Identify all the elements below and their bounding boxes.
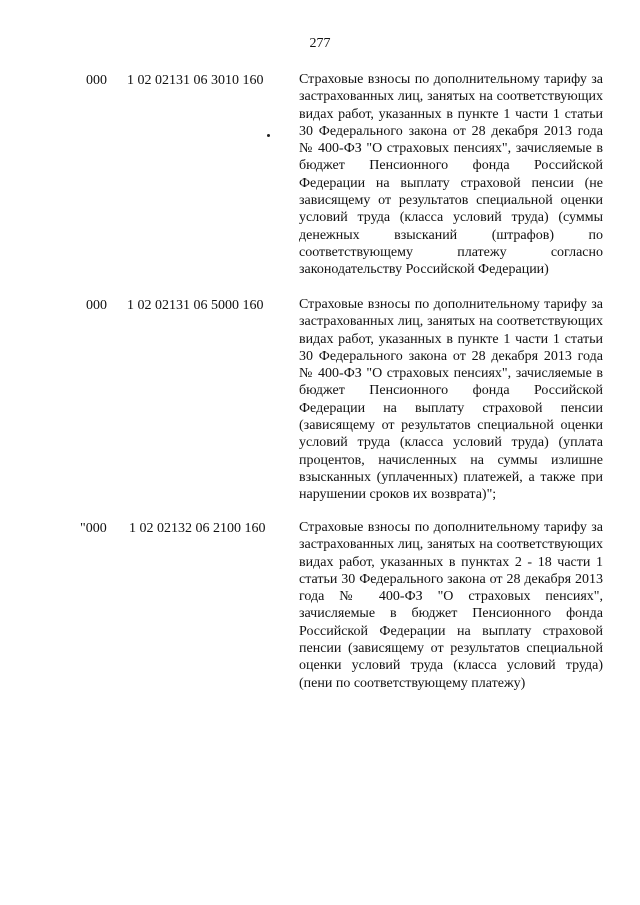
scan-speck — [267, 134, 270, 137]
budget-classification-code: 1 02 02131 06 5000 160 — [127, 298, 264, 313]
page-number: 277 — [309, 36, 331, 51]
entry-description: Страховые взносы по дополнительному тарифу за застрахованных лиц, занятых на соответствующих видах работ, указанных в пункте 1 части 1 статьи 30 Федерального закона от 28 декабря 2013 года № 400-ФЗ "О страховых пенсиях", зачисляемые в бюджет Пенсионного фонда Российской Федерации на выплату страховой пенсии (зависящему от результатов специальной оценки условий труда (класса условий труда) (уплата процентов, начисленных на суммы излишне взысканных (уплаченных) платежей, а также при нарушении сроков их возврата)"; — [299, 297, 603, 503]
entry-description: Страховые взносы по дополнительному тарифу за застрахованных лиц, занятых на соответствующих видах работ, указанных в пункте 1 части 1 статьи 30 Федерального закона от 28 декабря 2013 года № 400-ФЗ "О страховых пенсиях", зачисляемые в бюджет Пенсионного фонда Российской Федерации на выплату страховой пенсии (не зависящему от результатов специальной оценки условий труда (класса условий труда) (суммы денежных взысканий (штрафов) по соответствующему платежу согласно законодательству Российской Федерации) — [299, 72, 603, 278]
admin-code: 000 — [86, 73, 107, 88]
budget-classification-code: 1 02 02132 06 2100 160 — [129, 521, 266, 536]
entry-description: Страховые взносы по дополнительному тарифу за застрахованных лиц, занятых на соответствующих видах работ, указанных в пунктах 2 - 18 части 1 статьи 30 Федерального закона от 28 декабря 2013 года № 400-ФЗ "О страховых пенсиях", зачисляемые в бюджет Пенсионного фонда Российской Федерации на выплату страховой пенсии (зависящему от результатов специальной оценки условий труда (класса условий труда) (пени по соответствующему платежу) — [299, 520, 603, 691]
admin-code: "000 — [80, 521, 107, 536]
admin-code: 000 — [86, 298, 107, 313]
budget-classification-code: 1 02 02131 06 3010 160 — [127, 73, 264, 88]
